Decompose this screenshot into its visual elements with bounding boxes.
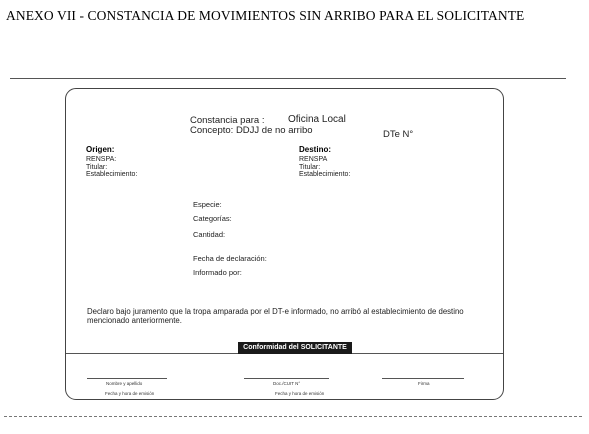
destino-titular: Titular:: [299, 163, 321, 171]
categorias-field: Categorías:: [193, 214, 232, 223]
sig-right-top: Firma: [418, 381, 430, 386]
constancia-value: Oficina Local: [288, 114, 346, 125]
destino-renspa: RENSPA: [299, 156, 328, 163]
destino-block: [299, 145, 350, 179]
fecha-declaracion-field: Fecha de declaración:: [193, 254, 267, 263]
origen-titular: Titular:: [86, 163, 108, 171]
constancia-label: Constancia para :: [190, 115, 265, 126]
cantidad-field: Cantidad:: [193, 230, 226, 239]
sig-mid-bottom: Fecha y hora de emisión: [275, 391, 325, 396]
sig-left-bottom: Fecha y hora de emisión: [105, 391, 155, 396]
signature-line-left: [87, 378, 167, 379]
origen-establecimiento: Establecimiento:: [86, 171, 138, 178]
sig-mid-top: Doc./CUIT N°: [273, 381, 301, 386]
dte-label: DTe N°: [383, 129, 414, 140]
origen-renspa: RENSPA:: [86, 156, 117, 163]
top-divider: [10, 78, 566, 79]
signature-line-mid: [244, 378, 329, 379]
bottom-divider: [4, 416, 582, 417]
sig-left-top: Nombre y apellido: [106, 381, 143, 386]
informado-por-field: Informado por:: [193, 268, 242, 277]
conformidad-badge: Conformidad del SOLICITANTE: [238, 342, 352, 354]
destino-heading: Destino:: [299, 145, 331, 154]
concepto-label: Concepto: DDJJ de no arribo: [190, 125, 313, 136]
especie-field: Especie:: [193, 200, 222, 209]
origen-block: [86, 145, 137, 179]
document-title: ANEXO VII - CONSTANCIA DE MOVIMIENTOS SIN ARRIBO PARA EL SOLICITANTE: [6, 8, 525, 23]
destino-establecimiento: Establecimiento:: [299, 171, 351, 178]
declaration-text: Declaro bajo juramento que la tropa amparada por el DT-e informado, no arribó al establecimiento de destino mencionado anteriormente.: [87, 307, 464, 325]
signature-line-right: [382, 378, 464, 379]
origen-heading: Origen:: [86, 145, 115, 154]
